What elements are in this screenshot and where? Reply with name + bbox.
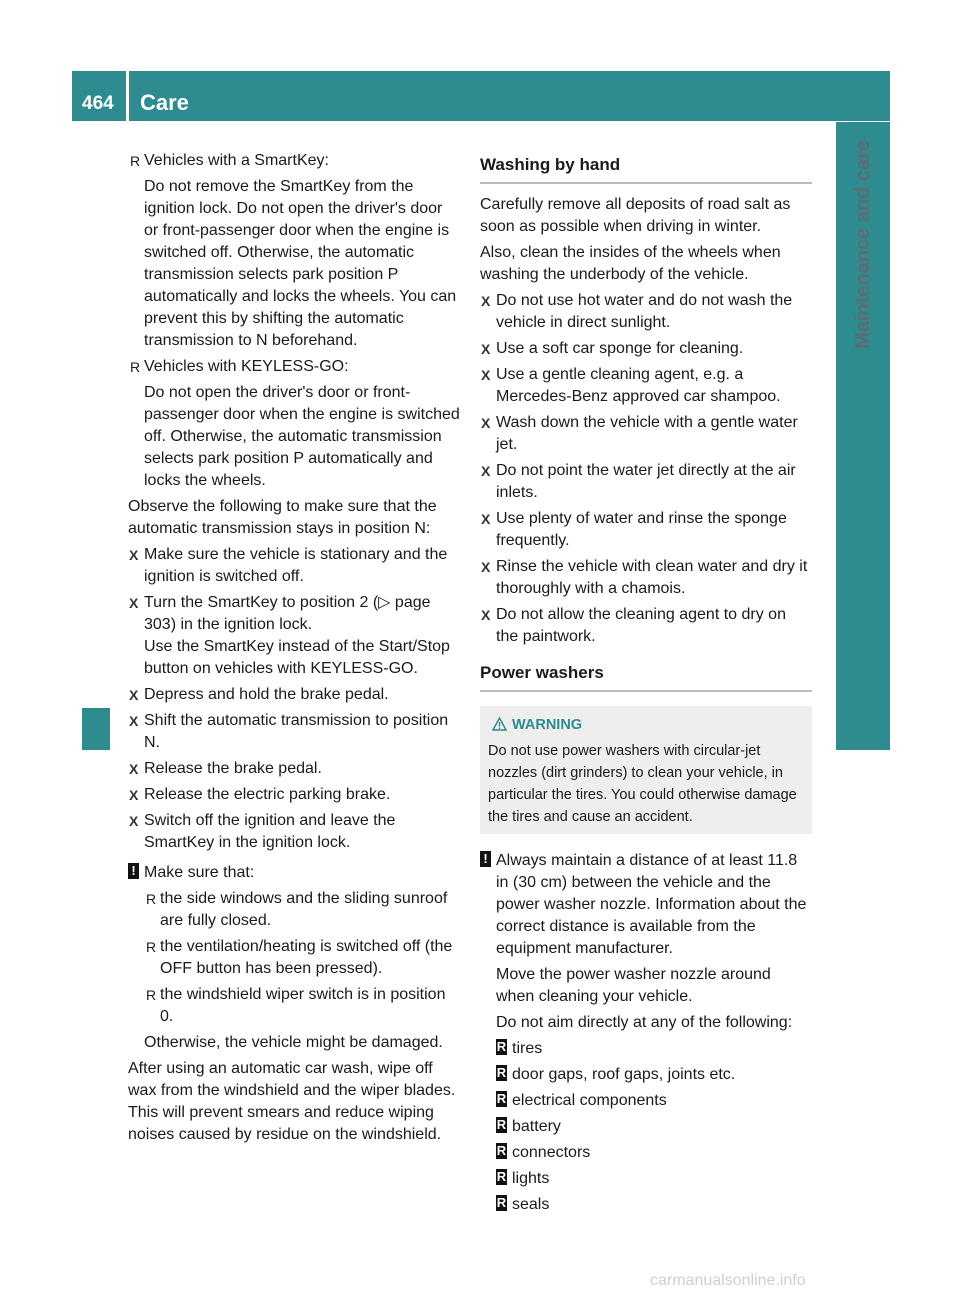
step-arrow-icon: X — [129, 813, 139, 829]
warning-text: Do not use power washers with circular-jet nozzles (dirt grinders) to clean your vehicle, in particular the tires. You could otherwise damage the tires and cause an accident. — [488, 743, 797, 825]
section-heading: Washing by hand — [480, 154, 812, 184]
step-text: Rinse the vehicle with clean water and dry it thoroughly with a chamois. — [496, 558, 808, 597]
bullet-text: seals — [512, 1196, 550, 1213]
warning-title — [488, 714, 804, 736]
notice-after: Otherwise, the vehicle might be damaged. — [144, 1034, 443, 1051]
step-text: Release the brake pedal. — [144, 760, 322, 777]
list-item — [128, 356, 460, 492]
step-item — [480, 604, 812, 648]
bullet-text: the windshield wiper switch is in position 0. — [160, 986, 446, 1025]
step-arrow-icon: X — [129, 787, 139, 803]
notice-title: Make sure that: — [144, 864, 255, 881]
step-item — [128, 710, 460, 754]
list-item — [496, 1194, 812, 1216]
bullet-title: Vehicles with a SmartKey: — [144, 152, 329, 169]
header-divider — [126, 71, 129, 121]
notice-list — [144, 888, 460, 1054]
notice-paragraph: Do not aim directly at any of the following: — [496, 1014, 793, 1031]
step-arrow-icon: X — [481, 415, 491, 431]
step-item — [128, 784, 460, 806]
list-item — [496, 1090, 812, 1112]
bullet-icon: R — [146, 987, 157, 1003]
side-tab-label-wrap — [848, 140, 878, 700]
notice-paragraph: Always maintain a distance of at least 11.8 in (30 cm) between the vehicle and the power washer nozzle. Information about the correct distance is available from the equipment manufacturer. — [496, 852, 807, 957]
bullet-text: Do not remove the SmartKey from the ignition lock. Do not open the driver's door or front-passenger door when the engine is switched off. Otherwise, the automatic transmission selects park position P automatically and locks the wheels. You can prevent this by shifting the automatic transmission to N beforehand. — [144, 178, 457, 349]
exclamation-icon: ! — [480, 851, 491, 867]
list-item — [496, 1038, 812, 1060]
list-item — [128, 150, 460, 352]
step-item — [480, 364, 812, 408]
section-power — [480, 662, 812, 692]
bullet-text: Do not open the driver's door or front-passenger door when the engine is switched off. Otherwise, the automatic transmission selects park position P automatically and locks the wheels. — [144, 384, 460, 489]
step-text-extra: Use the SmartKey instead of the Start/Stop button on vehicles with KEYLESS-GO. — [144, 638, 450, 677]
bullet-icon: R — [130, 359, 141, 375]
bullet-text: electrical components — [512, 1092, 667, 1109]
side-tab-label: Maintenance and care — [852, 140, 874, 349]
page-number: 464 — [82, 93, 114, 114]
bullet-icon: R — [496, 1143, 507, 1158]
intro-text: Observe the following to make sure that the automatic transmission stays in position N: — [128, 498, 437, 537]
warning-triangle-icon — [492, 717, 507, 731]
bullet-icon: R — [496, 1195, 507, 1210]
bullet-text: lights — [512, 1170, 550, 1187]
step-text: Use plenty of water and rinse the sponge frequently. — [496, 510, 787, 549]
section-washing — [480, 154, 812, 184]
bullet-icon: R — [130, 153, 141, 169]
step-arrow-icon: X — [481, 607, 491, 623]
step-arrow-icon: X — [481, 367, 491, 383]
page-header — [72, 71, 890, 121]
step-item — [128, 810, 460, 854]
list-item — [496, 1168, 812, 1190]
step-text: Turn the SmartKey to position 2 (▷ page 303) in the ignition lock. — [144, 594, 431, 633]
step-text: Use a gentle cleaning agent, e.g. a Mercedes-Benz approved car shampoo. — [496, 366, 781, 405]
step-text: Wash down the vehicle with a gentle water jet. — [496, 414, 798, 453]
page-title: Care — [140, 90, 189, 115]
step-arrow-icon: X — [129, 761, 139, 777]
list-item — [496, 1064, 812, 1086]
notice-paragraph: Move the power washer nozzle around when cleaning your vehicle. — [496, 966, 771, 1005]
step-arrow-icon: X — [129, 713, 139, 729]
bullet-text: battery — [512, 1118, 561, 1135]
bullet-icon: R — [146, 939, 157, 955]
step-text: Depress and hold the brake pedal. — [144, 686, 389, 703]
paragraph: Also, clean the insides of the wheels when washing the underbody of the vehicle. — [480, 244, 781, 283]
step-item — [480, 338, 812, 360]
bullet-icon: R — [496, 1117, 507, 1132]
right-column — [480, 150, 812, 1220]
bullet-icon: R — [496, 1039, 507, 1054]
step-text: Do not point the water jet directly at the air inlets. — [496, 462, 796, 501]
step-text: Shift the automatic transmission to position N. — [144, 712, 449, 751]
bullet-text: the ventilation/heating is switched off (the OFF button has been pressed). — [160, 938, 453, 977]
step-arrow-icon: X — [481, 341, 491, 357]
side-marker-block — [82, 708, 110, 750]
bullet-text: connectors — [512, 1144, 591, 1161]
step-item — [480, 290, 812, 334]
bullet-icon: R — [496, 1169, 507, 1184]
step-text: Switch off the ignition and leave the SmartKey in the ignition lock. — [144, 812, 396, 851]
section-heading: Power washers — [480, 662, 812, 692]
step-item — [128, 544, 460, 588]
list-item — [496, 1116, 812, 1138]
left-column — [128, 150, 460, 1150]
step-text: Make sure the vehicle is stationary and the ignition is switched off. — [144, 546, 448, 585]
notice-block — [128, 862, 460, 884]
notice-block — [480, 850, 812, 1216]
step-arrow-icon: X — [129, 687, 139, 703]
step-arrow-icon: X — [481, 463, 491, 479]
list-item — [144, 936, 460, 980]
step-text: Do not use hot water and do not wash the vehicle in direct sunlight. — [496, 292, 793, 331]
step-arrow-icon: X — [129, 595, 139, 611]
step-text: Release the electric parking brake. — [144, 786, 391, 803]
bullet-text: door gaps, roof gaps, joints etc. — [512, 1066, 736, 1083]
step-arrow-icon: X — [481, 293, 491, 309]
exclamation-icon: ! — [128, 863, 139, 879]
step-item — [128, 592, 460, 680]
step-item — [128, 684, 460, 706]
step-text: Do not allow the cleaning agent to dry on the paintwork. — [496, 606, 786, 645]
list-item — [496, 1142, 812, 1164]
footer-watermark[interactable]: carmanualsonline.info — [650, 1272, 806, 1289]
warning-box — [480, 706, 812, 834]
closing-text: After using an automatic car wash, wipe off wax from the windshield and the wiper blades. This will prevent smears and reduce wiping noises caused by residue on the windshield. — [128, 1060, 456, 1143]
step-item — [480, 508, 812, 552]
step-item — [128, 758, 460, 780]
bullet-icon: R — [146, 891, 157, 907]
step-arrow-icon: X — [129, 547, 139, 563]
step-arrow-icon: X — [481, 511, 491, 527]
bullet-text: the side windows and the sliding sunroof are fully closed. — [160, 890, 448, 929]
bullet-icon: R — [496, 1091, 507, 1106]
step-item — [480, 412, 812, 456]
step-arrow-icon: X — [481, 559, 491, 575]
list-item — [144, 984, 460, 1028]
bullet-text: tires — [512, 1040, 543, 1057]
bullet-icon: R — [496, 1065, 507, 1080]
step-item — [480, 556, 812, 600]
bullet-title: Vehicles with KEYLESS-GO: — [144, 358, 349, 375]
warning-label: WARNING — [512, 717, 583, 733]
paragraph: Carefully remove all deposits of road salt as soon as possible when driving in winter. — [480, 196, 791, 235]
step-text: Use a soft car sponge for cleaning. — [496, 340, 744, 357]
list-item — [144, 888, 460, 932]
step-item — [480, 460, 812, 504]
